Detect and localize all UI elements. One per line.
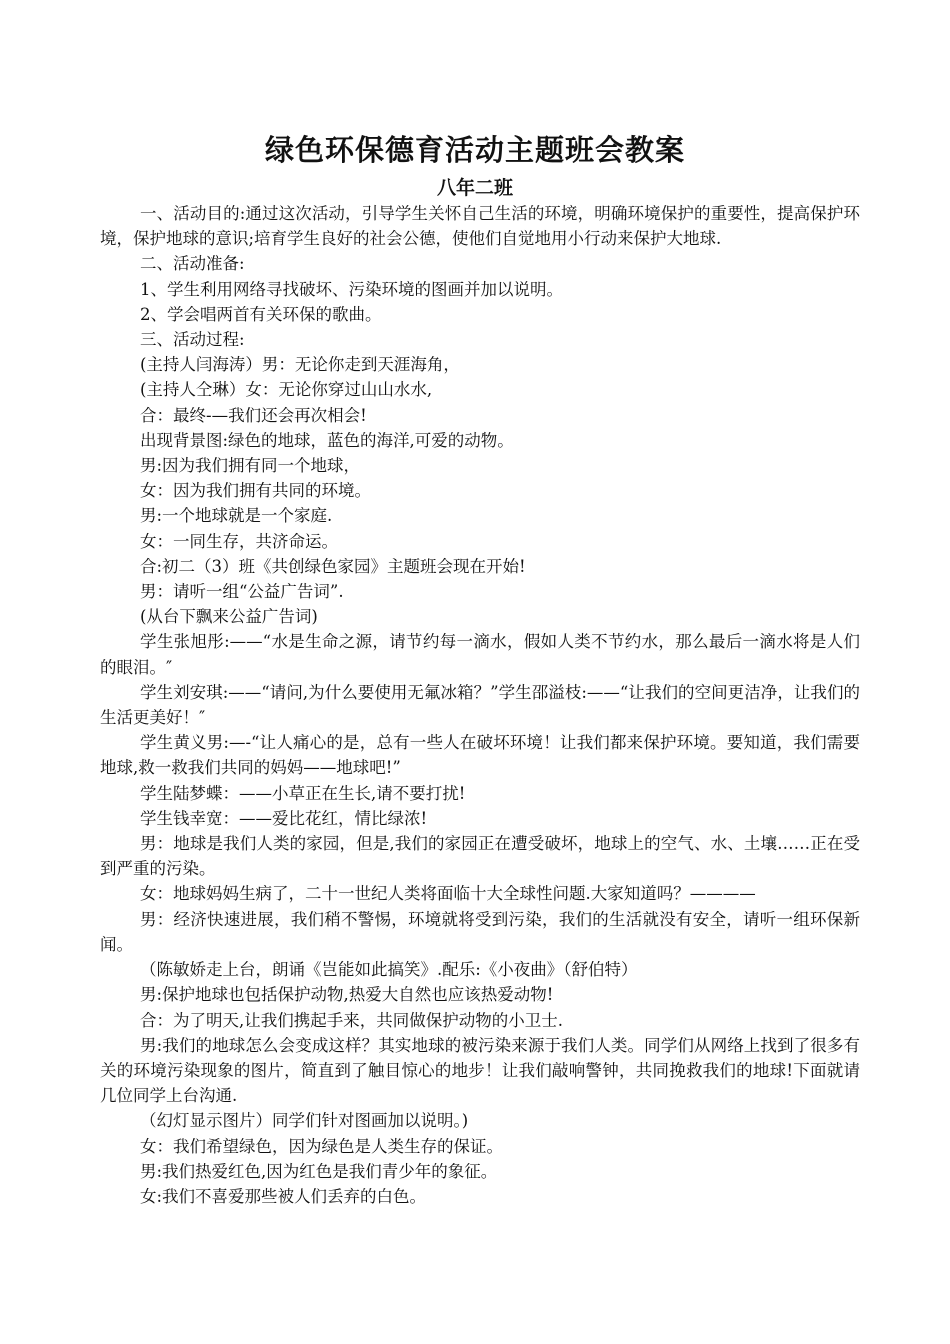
paragraph: 女：因为我们拥有共同的环境。 bbox=[140, 481, 371, 501]
paragraph: 女：我们希望绿色，因为绿色是人类生存的保证。 bbox=[140, 1136, 503, 1156]
paragraph: 出现背景图:绿色的地球，蓝色的海洋,可爱的动物。 bbox=[140, 430, 514, 450]
paragraph: 合:初二（3）班《共创绿色家园》主题班会现在开始! bbox=[140, 556, 526, 576]
paragraph: 学生黄义男:—-“让人痛心的是，总有一些人在破坏环境！让我们都来保护环境。要知道，我们需要地球,救一救我们共同的妈妈——地球吧!” bbox=[100, 733, 860, 778]
paragraph: 女：地球妈妈生病了，二十一世纪人类将面临十大全球性问题.大家知道吗？———— bbox=[140, 884, 756, 904]
document-body bbox=[100, 201, 860, 1209]
paragraph: 男：地球是我们人类的家园，但是,我们的家园正在遭受破坏，地球上的空气、水、土壤……正在受到严重的污染。 bbox=[100, 834, 860, 879]
paragraph: （幻灯显示图片）同学们针对图画加以说明。) bbox=[140, 1111, 469, 1131]
paragraph: 二、活动准备: bbox=[140, 254, 245, 274]
paragraph: 女：一同生存，共济命运。 bbox=[140, 531, 338, 551]
paragraph: 女:我们不喜爱那些被人们丢弃的白色。 bbox=[140, 1186, 427, 1206]
paragraph: (从台下飘来公益广告词) bbox=[140, 607, 318, 627]
paragraph: 男:我们的地球怎么会变成这样？其实地球的被污染来源于我们人类。同学们从网络上找到了很多有关的环境污染现象的图片，简直到了触目惊心的地步！让我们敲响警钟，共同挽救我们的地球!下面就请几位同学上台沟通. bbox=[100, 1035, 860, 1106]
paragraph: (主持人仝琳）女：无论你穿过山山水水, bbox=[140, 380, 433, 400]
paragraph: 男：请听一组“公益广告词”. bbox=[140, 582, 344, 602]
document-title: 绿色环保德育活动主题班会教案 bbox=[264, 133, 685, 167]
paragraph: 学生刘安琪:——“请问,为什么要使用无氟冰箱？”学生邵溢枝:——“让我们的空间更洁净，让我们的生活更美好！″ bbox=[100, 682, 860, 728]
document-subtitle: 八年二班 bbox=[436, 177, 513, 199]
paragraph: （陈敏娇走上台，朗诵《岂能如此搞笑》.配乐:《小夜曲》（舒伯特） bbox=[140, 960, 638, 980]
paragraph: 男：经济快速进展，我们稍不警惕，环境就将受到污染，我们的生活就没有安全，请听一组环保新闻。 bbox=[100, 909, 860, 954]
paragraph: 男:因为我们拥有同一个地球， bbox=[140, 456, 361, 476]
paragraph: 学生张旭彤:——“水是生命之源，请节约每一滴水，假如人类不节约水，那么最后一滴水将是人们的眼泪。″ bbox=[100, 632, 860, 677]
paragraph: (主持人闫海涛）男：无论你走到天涯海角， bbox=[140, 355, 460, 375]
paragraph: 学生陆梦蝶：——小草正在生长,请不要打扰! bbox=[140, 783, 466, 803]
paragraph: 学生钱幸宽：——爱比花红，情比绿浓! bbox=[140, 808, 428, 828]
paragraph: 男:一个地球就是一个家庭. bbox=[140, 506, 333, 526]
paragraph: 三、活动过程: bbox=[140, 330, 245, 350]
paragraph: 合：最终-—我们还会再次相会! bbox=[140, 405, 367, 425]
paragraph: 合：为了明天,让我们携起手来，共同做保护动物的小卫士. bbox=[140, 1010, 563, 1030]
paragraph: 1、学生利用网络寻找破坏、污染环境的图画并加以说明。 bbox=[140, 279, 563, 299]
paragraph: 男:保护地球也包括保护动物,热爱大自然也应该热爱动物! bbox=[140, 985, 554, 1005]
paragraph: 一、活动目的:通过这次活动，引导学生关怀自己生活的环境，明确环境保护的重要性，提高保护环境，保护地球的意识;培育学生良好的社会公德，使他们自觉地用小行动来保护大地球. bbox=[100, 204, 860, 249]
paragraph: 男:我们热爱红色,因为红色是我们青少年的象征。 bbox=[140, 1161, 498, 1181]
paragraph: 2、学会唱两首有关环保的歌曲。 bbox=[140, 304, 382, 324]
